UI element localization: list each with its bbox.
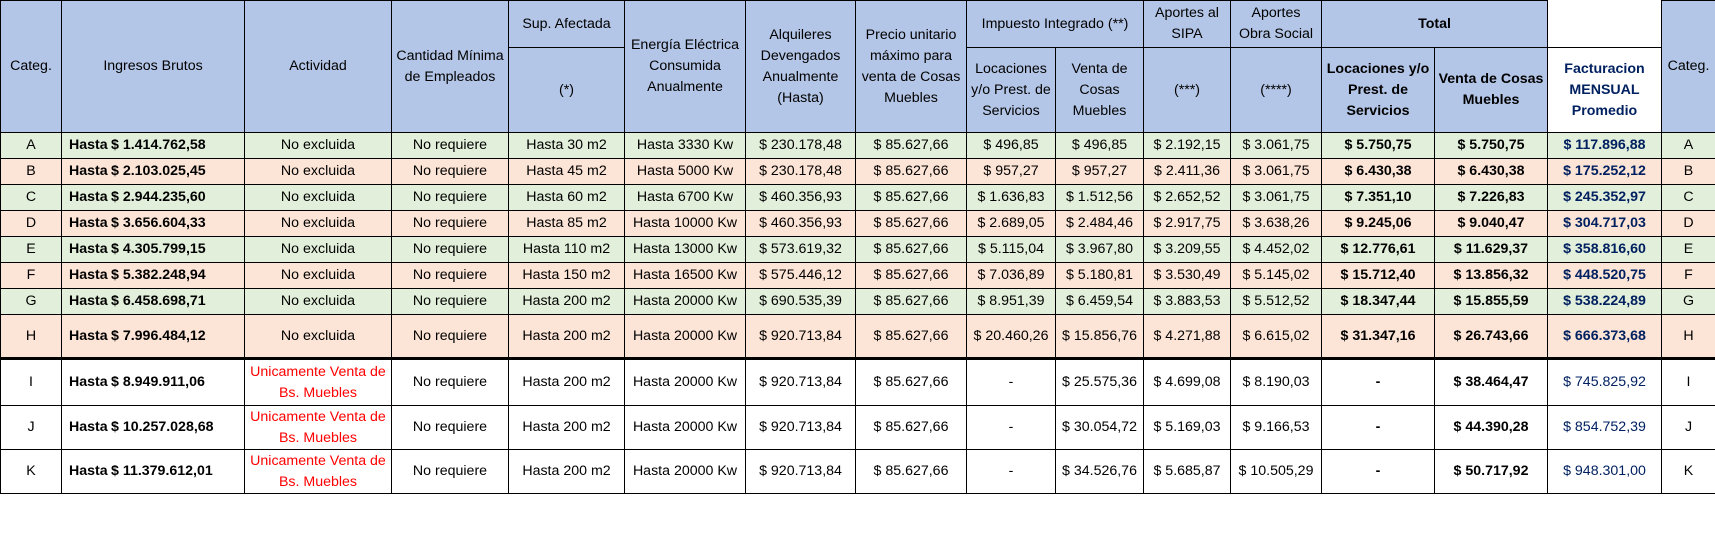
cell-facturacion: $ 175.252,12: [1548, 159, 1662, 185]
cell-superficie: Hasta 110 m2: [509, 237, 625, 263]
cell-actividad: No excluida: [245, 289, 392, 315]
cell-facturacion: $ 948.301,00: [1548, 450, 1662, 494]
hasta-label: Hasta: [69, 267, 108, 283]
cell-aportes-sipa: $ 2.411,36: [1144, 159, 1231, 185]
header-sipa-note: (***): [1144, 48, 1231, 133]
cell-total-locaciones: -: [1322, 406, 1435, 450]
cell-empleados: No requiere: [392, 237, 509, 263]
cell-facturacion: $ 666.373,68: [1548, 315, 1662, 359]
cell-categ-right: J: [1662, 406, 1715, 450]
cell-impuesto-locaciones: $ 8.951,39: [967, 289, 1056, 315]
header-blank: [1548, 1, 1662, 48]
cell-empleados: No requiere: [392, 315, 509, 359]
cell-energia: Hasta 13000 Kw: [625, 237, 746, 263]
cell-aportes-obra-social: $ 8.190,03: [1231, 359, 1322, 406]
cell-ingresos-brutos: [62, 237, 245, 263]
header-superficie-note: (*): [509, 48, 625, 133]
cell-energia: Hasta 10000 Kw: [625, 211, 746, 237]
ingresos-value: $ 2.944.235,60: [111, 189, 206, 205]
cell-aportes-obra-social: $ 3.061,75: [1231, 159, 1322, 185]
cell-energia: Hasta 6700 Kw: [625, 185, 746, 211]
table-row: [1, 185, 1715, 211]
cell-aportes-obra-social: $ 4.452,02: [1231, 237, 1322, 263]
cell-alquileres: $ 575.446,12: [746, 263, 856, 289]
cell-precio-unitario: $ 85.627,66: [856, 450, 967, 494]
cell-actividad: No excluida: [245, 211, 392, 237]
cell-actividad: No excluida: [245, 315, 392, 359]
cell-alquileres: $ 460.356,93: [746, 185, 856, 211]
cell-total-locaciones: $ 18.347,44: [1322, 289, 1435, 315]
header-energia: Energía Eléctrica Consumida Anualmente: [625, 1, 746, 133]
cell-categ: K: [1, 450, 62, 494]
header-impuesto-venta: Venta de Cosas Muebles: [1056, 48, 1144, 133]
cell-total-venta: $ 11.629,37: [1435, 237, 1548, 263]
header-superficie: Sup. Afectada: [509, 1, 625, 48]
cell-impuesto-venta: $ 957,27: [1056, 159, 1144, 185]
header-impuesto-locaciones: Locaciones y/o Prest. de Servicios: [967, 48, 1056, 133]
cell-aportes-sipa: $ 2.917,75: [1144, 211, 1231, 237]
cell-total-venta: $ 50.717,92: [1435, 450, 1548, 494]
cell-energia: Hasta 5000 Kw: [625, 159, 746, 185]
cell-impuesto-locaciones: -: [967, 450, 1056, 494]
cell-actividad: No excluida: [245, 159, 392, 185]
cell-aportes-obra-social: $ 5.145,02: [1231, 263, 1322, 289]
cell-categ: D: [1, 211, 62, 237]
table-row: [1, 406, 1715, 450]
cell-categ: I: [1, 359, 62, 406]
cell-facturacion: $ 245.352,97: [1548, 185, 1662, 211]
cell-alquileres: $ 920.713,84: [746, 450, 856, 494]
cell-ingresos-brutos: [62, 289, 245, 315]
cell-superficie: Hasta 85 m2: [509, 211, 625, 237]
hasta-label: Hasta: [69, 419, 108, 435]
table-row: [1, 211, 1715, 237]
cell-empleados: No requiere: [392, 289, 509, 315]
cell-superficie: Hasta 200 m2: [509, 315, 625, 359]
cell-categ-right: G: [1662, 289, 1715, 315]
ingresos-value: $ 1.414.762,58: [111, 137, 206, 153]
ingresos-value: $ 4.305.799,15: [111, 241, 206, 257]
cell-superficie: Hasta 200 m2: [509, 450, 625, 494]
cell-total-locaciones: -: [1322, 450, 1435, 494]
cell-categ: A: [1, 133, 62, 159]
cell-aportes-sipa: $ 3.883,53: [1144, 289, 1231, 315]
cell-categ-right: H: [1662, 315, 1715, 359]
cell-aportes-obra-social: $ 10.505,29: [1231, 450, 1322, 494]
cell-precio-unitario: $ 85.627,66: [856, 406, 967, 450]
cell-alquileres: $ 460.356,93: [746, 211, 856, 237]
cell-categ-right: I: [1662, 359, 1715, 406]
cell-impuesto-venta: $ 25.575,36: [1056, 359, 1144, 406]
ingresos-value: $ 7.996.484,12: [111, 327, 206, 344]
table-row: [1, 159, 1715, 185]
cell-facturacion: $ 745.825,92: [1548, 359, 1662, 406]
cell-total-locaciones: $ 31.347,16: [1322, 315, 1435, 359]
header-obra-social-note: (****): [1231, 48, 1322, 133]
cell-categ-right: F: [1662, 263, 1715, 289]
header-ingresos-brutos: Ingresos Brutos: [62, 1, 245, 133]
header-actividad: Actividad: [245, 1, 392, 133]
cell-alquileres: $ 690.535,39: [746, 289, 856, 315]
cell-total-venta: $ 6.430,38: [1435, 159, 1548, 185]
cell-categ: G: [1, 289, 62, 315]
cell-categ: F: [1, 263, 62, 289]
cell-impuesto-locaciones: $ 20.460,26: [967, 315, 1056, 359]
cell-ingresos-brutos: [62, 133, 245, 159]
ingresos-value: $ 8.949.911,06: [111, 374, 205, 390]
cell-impuesto-locaciones: $ 2.689,05: [967, 211, 1056, 237]
cell-total-venta: $ 5.750,75: [1435, 133, 1548, 159]
header-precio-unitario: Precio unitario máximo para venta de Cosas Muebles: [856, 1, 967, 133]
header-impuesto-integrado: Impuesto Integrado (**): [967, 1, 1144, 48]
cell-aportes-sipa: $ 3.530,49: [1144, 263, 1231, 289]
cell-alquileres: $ 920.713,84: [746, 315, 856, 359]
header-total: Total: [1322, 1, 1548, 48]
table-row: [1, 133, 1715, 159]
cell-actividad: Unicamente Venta de Bs. Muebles: [245, 406, 392, 450]
cell-impuesto-venta: $ 3.967,80: [1056, 237, 1144, 263]
ingresos-value: $ 5.382.248,94: [111, 267, 206, 283]
cell-empleados: No requiere: [392, 263, 509, 289]
cell-aportes-obra-social: $ 3.061,75: [1231, 133, 1322, 159]
cell-impuesto-venta: $ 30.054,72: [1056, 406, 1144, 450]
cell-aportes-sipa: $ 4.699,08: [1144, 359, 1231, 406]
ingresos-value: $ 3.656.604,33: [111, 215, 206, 231]
cell-categ: J: [1, 406, 62, 450]
cell-facturacion: $ 538.224,89: [1548, 289, 1662, 315]
cell-energia: Hasta 16500 Kw: [625, 263, 746, 289]
cell-facturacion: $ 358.816,60: [1548, 237, 1662, 263]
cell-impuesto-locaciones: $ 5.115,04: [967, 237, 1056, 263]
cell-impuesto-locaciones: $ 7.036,89: [967, 263, 1056, 289]
cell-total-locaciones: $ 12.776,61: [1322, 237, 1435, 263]
hasta-label: Hasta: [69, 293, 108, 309]
header-total-venta: Venta de Cosas Muebles: [1435, 48, 1548, 133]
header-categ: Categ.: [1, 1, 62, 133]
cell-total-locaciones: -: [1322, 359, 1435, 406]
cell-facturacion: $ 854.752,39: [1548, 406, 1662, 450]
table-body: [1, 133, 1715, 494]
cell-categ: B: [1, 159, 62, 185]
cell-impuesto-venta: $ 1.512,56: [1056, 185, 1144, 211]
cell-impuesto-venta: $ 496,85: [1056, 133, 1144, 159]
cell-empleados: No requiere: [392, 406, 509, 450]
header-total-locaciones: Locaciones y/o Prest. de Servicios: [1322, 48, 1435, 133]
cell-energia: Hasta 20000 Kw: [625, 406, 746, 450]
table-row: [1, 237, 1715, 263]
cell-alquileres: $ 920.713,84: [746, 359, 856, 406]
hasta-label: Hasta: [69, 374, 108, 390]
cell-empleados: No requiere: [392, 159, 509, 185]
cell-aportes-sipa: $ 3.209,55: [1144, 237, 1231, 263]
cell-impuesto-venta: $ 6.459,54: [1056, 289, 1144, 315]
cell-superficie: Hasta 60 m2: [509, 185, 625, 211]
cell-impuesto-locaciones: $ 957,27: [967, 159, 1056, 185]
cell-energia: Hasta 3330 Kw: [625, 133, 746, 159]
cell-energia: Hasta 20000 Kw: [625, 289, 746, 315]
cell-aportes-obra-social: $ 6.615,02: [1231, 315, 1322, 359]
cell-superficie: Hasta 30 m2: [509, 133, 625, 159]
cell-precio-unitario: $ 85.627,66: [856, 289, 967, 315]
cell-impuesto-locaciones: $ 496,85: [967, 133, 1056, 159]
cell-ingresos-brutos: [62, 185, 245, 211]
cell-aportes-sipa: $ 5.169,03: [1144, 406, 1231, 450]
cell-aportes-sipa: $ 4.271,88: [1144, 315, 1231, 359]
cell-impuesto-locaciones: -: [967, 406, 1056, 450]
table-row: [1, 450, 1715, 494]
header-alquileres: Alquileres Devengados Anualmente (Hasta): [746, 1, 856, 133]
cell-categ-right: E: [1662, 237, 1715, 263]
hasta-label: Hasta: [69, 163, 108, 179]
cell-impuesto-venta: $ 15.856,76: [1056, 315, 1144, 359]
cell-empleados: No requiere: [392, 450, 509, 494]
cell-total-venta: $ 13.856,32: [1435, 263, 1548, 289]
cell-categ: E: [1, 237, 62, 263]
cell-aportes-obra-social: $ 3.638,26: [1231, 211, 1322, 237]
hasta-label: Hasta: [69, 463, 108, 479]
cell-categ-right: D: [1662, 211, 1715, 237]
ingresos-value: $ 10.257.028,68: [111, 419, 214, 435]
cell-superficie: Hasta 200 m2: [509, 359, 625, 406]
cell-ingresos-brutos: [62, 315, 245, 359]
cell-total-venta: $ 15.855,59: [1435, 289, 1548, 315]
hasta-label: Hasta: [69, 241, 108, 257]
cell-impuesto-venta: $ 34.526,76: [1056, 450, 1144, 494]
cell-total-venta: $ 7.226,83: [1435, 185, 1548, 211]
cell-total-locaciones: $ 15.712,40: [1322, 263, 1435, 289]
cell-superficie: Hasta 200 m2: [509, 289, 625, 315]
cell-empleados: No requiere: [392, 185, 509, 211]
cell-actividad: Unicamente Venta de Bs. Muebles: [245, 450, 392, 494]
table-row: [1, 315, 1715, 359]
cell-total-venta: $ 26.743,66: [1435, 315, 1548, 359]
cell-alquileres: $ 920.713,84: [746, 406, 856, 450]
cell-actividad: No excluida: [245, 185, 392, 211]
cell-total-locaciones: $ 9.245,06: [1322, 211, 1435, 237]
cell-categ-right: A: [1662, 133, 1715, 159]
cell-impuesto-venta: $ 5.180,81: [1056, 263, 1144, 289]
cell-total-locaciones: $ 6.430,38: [1322, 159, 1435, 185]
cell-ingresos-brutos: [62, 159, 245, 185]
cell-aportes-sipa: $ 2.652,52: [1144, 185, 1231, 211]
cell-empleados: No requiere: [392, 133, 509, 159]
cell-facturacion: $ 304.717,03: [1548, 211, 1662, 237]
table-row: [1, 263, 1715, 289]
cell-ingresos-brutos: [62, 359, 245, 406]
hasta-label: Hasta: [69, 327, 108, 344]
cell-total-locaciones: $ 5.750,75: [1322, 133, 1435, 159]
cell-alquileres: $ 230.178,48: [746, 133, 856, 159]
cell-aportes-sipa: $ 2.192,15: [1144, 133, 1231, 159]
cell-energia: Hasta 20000 Kw: [625, 450, 746, 494]
cell-categ-right: C: [1662, 185, 1715, 211]
cell-precio-unitario: $ 85.627,66: [856, 237, 967, 263]
cell-aportes-obra-social: $ 9.166,53: [1231, 406, 1322, 450]
cell-precio-unitario: $ 85.627,66: [856, 133, 967, 159]
header-empleados: Cantidad Mínima de Empleados: [392, 1, 509, 133]
cell-precio-unitario: $ 85.627,66: [856, 159, 967, 185]
cell-categ-right: B: [1662, 159, 1715, 185]
cell-actividad: No excluida: [245, 237, 392, 263]
cell-aportes-sipa: $ 5.685,87: [1144, 450, 1231, 494]
cell-energia: Hasta 20000 Kw: [625, 315, 746, 359]
cell-precio-unitario: $ 85.627,66: [856, 315, 967, 359]
cell-empleados: No requiere: [392, 211, 509, 237]
cell-impuesto-locaciones: -: [967, 359, 1056, 406]
cell-empleados: No requiere: [392, 359, 509, 406]
cell-superficie: Hasta 150 m2: [509, 263, 625, 289]
cell-superficie: Hasta 45 m2: [509, 159, 625, 185]
ingresos-value: $ 6.458.698,71: [111, 293, 206, 309]
cell-impuesto-venta: $ 2.484,46: [1056, 211, 1144, 237]
cell-total-venta: $ 38.464,47: [1435, 359, 1548, 406]
header-aportes-obra-social: Aportes Obra Social: [1231, 1, 1322, 48]
cell-alquileres: $ 573.619,32: [746, 237, 856, 263]
cell-total-locaciones: $ 7.351,10: [1322, 185, 1435, 211]
table-row: [1, 359, 1715, 406]
cell-facturacion: $ 448.520,75: [1548, 263, 1662, 289]
cell-precio-unitario: $ 85.627,66: [856, 185, 967, 211]
header-aportes-sipa: Aportes al SIPA: [1144, 1, 1231, 48]
cell-ingresos-brutos: [62, 211, 245, 237]
ingresos-value: $ 11.379.612,01: [111, 463, 213, 479]
ingresos-value: $ 2.103.025,45: [111, 163, 206, 179]
cell-superficie: Hasta 200 m2: [509, 406, 625, 450]
cell-alquileres: $ 230.178,48: [746, 159, 856, 185]
cell-categ: C: [1, 185, 62, 211]
cell-aportes-obra-social: $ 3.061,75: [1231, 185, 1322, 211]
cell-categ-right: K: [1662, 450, 1715, 494]
hasta-label: Hasta: [69, 189, 108, 205]
cell-actividad: No excluida: [245, 133, 392, 159]
cell-precio-unitario: $ 85.627,66: [856, 359, 967, 406]
cell-ingresos-brutos: [62, 406, 245, 450]
cell-facturacion: $ 117.896,88: [1548, 133, 1662, 159]
header-categ-right: Categ.: [1662, 1, 1715, 133]
cell-categ: H: [1, 315, 62, 359]
cell-actividad: No excluida: [245, 263, 392, 289]
table-row: [1, 289, 1715, 315]
cell-impuesto-locaciones: $ 1.636,83: [967, 185, 1056, 211]
cell-energia: Hasta 20000 Kw: [625, 359, 746, 406]
header-facturacion-mensual: Facturacion MENSUAL Promedio: [1548, 48, 1662, 133]
table-header: [1, 1, 1715, 133]
cell-precio-unitario: $ 85.627,66: [856, 211, 967, 237]
cell-aportes-obra-social: $ 5.512,52: [1231, 289, 1322, 315]
hasta-label: Hasta: [69, 215, 108, 231]
hasta-label: Hasta: [69, 137, 108, 153]
cell-total-venta: $ 9.040,47: [1435, 211, 1548, 237]
cell-precio-unitario: $ 85.627,66: [856, 263, 967, 289]
cell-actividad: Unicamente Venta de Bs. Muebles: [245, 359, 392, 406]
cell-ingresos-brutos: [62, 450, 245, 494]
cell-total-venta: $ 44.390,28: [1435, 406, 1548, 450]
cell-ingresos-brutos: [62, 263, 245, 289]
